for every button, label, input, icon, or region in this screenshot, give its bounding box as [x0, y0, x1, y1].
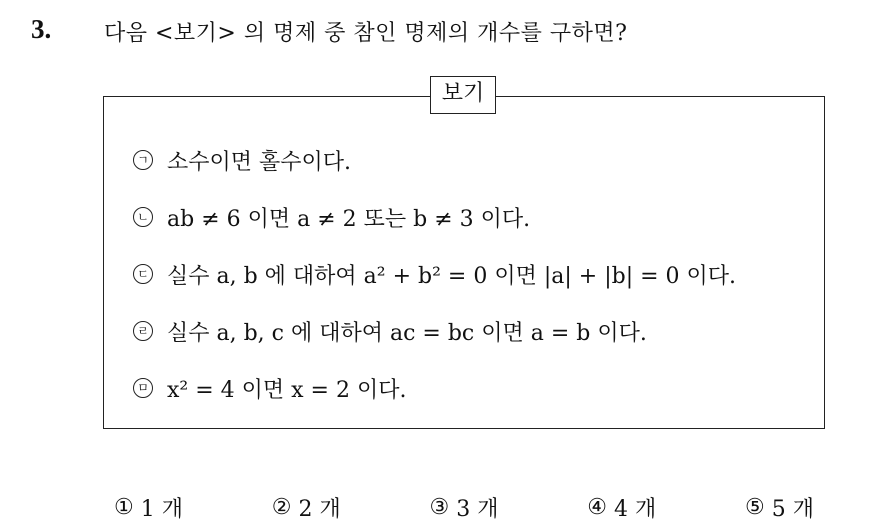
statement-item — [133, 314, 647, 348]
question-text: 다음 <보기> 의 명제 중 참인 명제의 개수를 구하면? — [104, 21, 628, 46]
statement-marker: ㄴ — [133, 207, 153, 227]
choice-label: 2 개 — [298, 497, 341, 522]
statement-marker: ㄹ — [133, 321, 153, 341]
answer-choice-5[interactable] — [745, 492, 814, 523]
choice-symbol: ② — [271, 495, 292, 520]
statement-item — [133, 143, 351, 177]
statement-text: 소수이면 홀수이다. — [167, 149, 352, 175]
answer-choice-2[interactable] — [272, 492, 341, 523]
statement-marker: ㅁ — [133, 378, 153, 398]
choice-label: 4 개 — [613, 497, 657, 522]
statement-text: 실수 a, b 에 대하여 a² + b² = 0 이면 |a| + |b| = 0 이다. — [167, 263, 737, 289]
answer-choice-3[interactable] — [430, 492, 499, 523]
choice-symbol: ③ — [429, 495, 450, 520]
statement-text: 실수 a, b, c 에 대하여 ac = bc 이면 a = b 이다. — [167, 320, 647, 346]
choice-symbol: ① — [114, 495, 134, 520]
choice-label: 5 개 — [771, 497, 814, 522]
answer-choice-4[interactable] — [587, 492, 656, 523]
statement-text: x² = 4 이면 x = 2 이다. — [167, 377, 407, 403]
choice-label: 1 개 — [140, 497, 183, 522]
question-number: 3. — [31, 14, 52, 44]
answer-choice-1[interactable] — [114, 492, 183, 523]
statement-marker: ㄷ — [133, 264, 153, 284]
statement-marker: ㄱ — [133, 150, 153, 170]
answer-choices — [114, 492, 814, 523]
statement-item — [133, 371, 406, 405]
choice-symbol: ④ — [587, 495, 607, 520]
statement-text: ab ≠ 6 이면 a ≠ 2 또는 b ≠ 3 이다. — [167, 206, 531, 232]
statement-item — [133, 200, 530, 234]
choice-symbol: ⑤ — [745, 495, 765, 520]
statement-item — [133, 257, 736, 291]
example-box-title: 보기 — [430, 76, 496, 114]
choice-label: 3 개 — [456, 497, 499, 522]
